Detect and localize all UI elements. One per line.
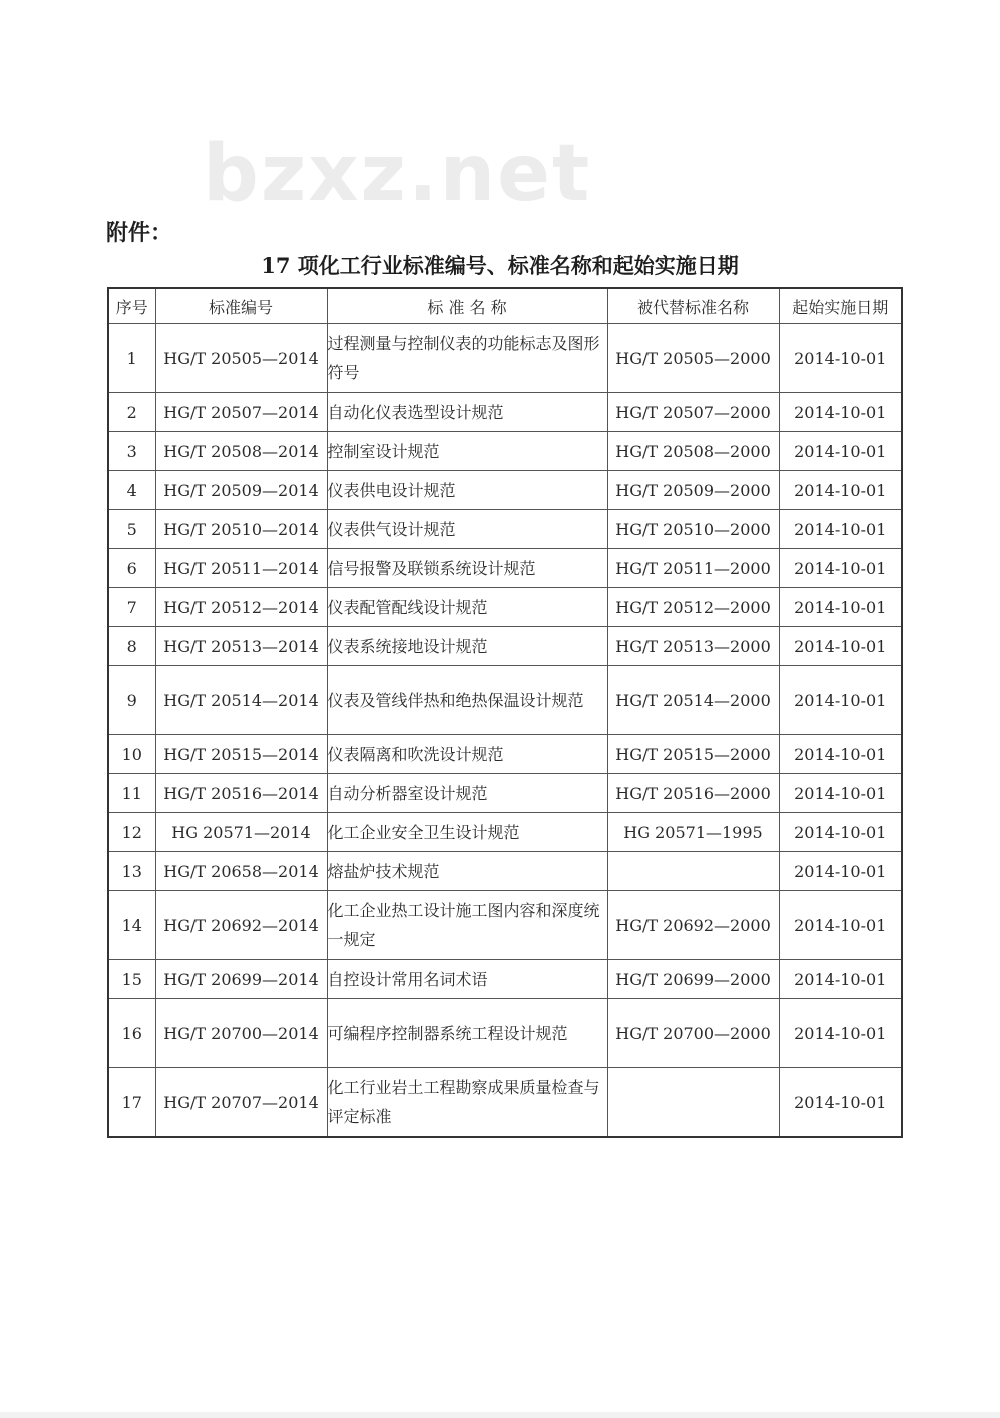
table-row — [108, 549, 902, 588]
standard-name: 仪表隔离和吹洗设计规范 — [327, 735, 607, 774]
replaced-standard: HG/T 20509—2000 — [607, 471, 779, 510]
row-number: 16 — [108, 999, 155, 1068]
standard-name: 自动化仪表选型设计规范 — [327, 393, 607, 432]
standard-name: 仪表供气设计规范 — [327, 510, 607, 549]
replaced-standard: HG/T 20516—2000 — [607, 774, 779, 813]
effective-date: 2014-10-01 — [779, 432, 902, 471]
page-edge — [0, 1412, 1000, 1418]
standard-code: HG/T 20515—2014 — [155, 735, 327, 774]
standard-code: HG/T 20511—2014 — [155, 549, 327, 588]
table-row — [108, 471, 902, 510]
table-row — [108, 1068, 902, 1138]
header-name: 标 准 名 称 — [327, 288, 607, 324]
standard-name: 自动分析器室设计规范 — [327, 774, 607, 813]
effective-date: 2014-10-01 — [779, 813, 902, 852]
row-number: 6 — [108, 549, 155, 588]
standard-name: 化工企业热工设计施工图内容和深度统一规定 — [327, 891, 607, 960]
replaced-standard: HG/T 20514—2000 — [607, 666, 779, 735]
row-number: 5 — [108, 510, 155, 549]
standard-code: HG/T 20699—2014 — [155, 960, 327, 999]
table-body — [108, 324, 902, 1138]
replaced-standard: HG/T 20692—2000 — [607, 891, 779, 960]
standard-name: 可编程序控制器系统工程设计规范 — [327, 999, 607, 1068]
standard-code: HG/T 20707—2014 — [155, 1068, 327, 1138]
replaced-standard: HG/T 20507—2000 — [607, 393, 779, 432]
replaced-standard — [607, 852, 779, 891]
watermark: bzxz.net — [203, 129, 592, 219]
table-row — [108, 774, 902, 813]
standard-code: HG/T 20514—2014 — [155, 666, 327, 735]
row-number: 8 — [108, 627, 155, 666]
standard-name: 仪表及管线伴热和绝热保温设计规范 — [327, 666, 607, 735]
effective-date: 2014-10-01 — [779, 588, 902, 627]
table-header-row — [108, 288, 902, 324]
standards-table — [107, 287, 903, 1138]
table-row — [108, 432, 902, 471]
standard-code: HG/T 20513—2014 — [155, 627, 327, 666]
replaced-standard: HG/T 20513—2000 — [607, 627, 779, 666]
standard-name: 自控设计常用名词术语 — [327, 960, 607, 999]
replaced-standard: HG/T 20511—2000 — [607, 549, 779, 588]
standard-code: HG/T 20512—2014 — [155, 588, 327, 627]
replaced-standard: HG/T 20505—2000 — [607, 324, 779, 393]
table-row — [108, 999, 902, 1068]
header-no: 序号 — [108, 288, 155, 324]
table-row — [108, 852, 902, 891]
replaced-standard: HG/T 20515—2000 — [607, 735, 779, 774]
table-row — [108, 510, 902, 549]
effective-date: 2014-10-01 — [779, 471, 902, 510]
standard-code: HG/T 20510—2014 — [155, 510, 327, 549]
effective-date: 2014-10-01 — [779, 960, 902, 999]
standard-code: HG/T 20516—2014 — [155, 774, 327, 813]
table-row — [108, 666, 902, 735]
row-number: 12 — [108, 813, 155, 852]
row-number: 9 — [108, 666, 155, 735]
header-code: 标准编号 — [155, 288, 327, 324]
standard-name: 化工行业岩土工程勘察成果质量检查与评定标准 — [327, 1068, 607, 1138]
document-title: 17 项化工行业标准编号、标准名称和起始实施日期 — [261, 253, 739, 278]
standard-code: HG/T 20507—2014 — [155, 393, 327, 432]
replaced-standard — [607, 1068, 779, 1138]
row-number: 7 — [108, 588, 155, 627]
table-row — [108, 588, 902, 627]
table-row — [108, 627, 902, 666]
effective-date: 2014-10-01 — [779, 666, 902, 735]
effective-date: 2014-10-01 — [779, 852, 902, 891]
standard-name: 控制室设计规范 — [327, 432, 607, 471]
standard-name: 过程测量与控制仪表的功能标志及图形符号 — [327, 324, 607, 393]
effective-date: 2014-10-01 — [779, 774, 902, 813]
effective-date: 2014-10-01 — [779, 324, 902, 393]
effective-date: 2014-10-01 — [779, 735, 902, 774]
row-number: 4 — [108, 471, 155, 510]
effective-date: 2014-10-01 — [779, 999, 902, 1068]
row-number: 14 — [108, 891, 155, 960]
row-number: 15 — [108, 960, 155, 999]
table-row — [108, 813, 902, 852]
table-row — [108, 393, 902, 432]
standard-code: HG/T 20509—2014 — [155, 471, 327, 510]
standard-code: HG 20571—2014 — [155, 813, 327, 852]
table-row — [108, 960, 902, 999]
standard-name: 熔盐炉技术规范 — [327, 852, 607, 891]
effective-date: 2014-10-01 — [779, 1068, 902, 1138]
row-number: 13 — [108, 852, 155, 891]
replaced-standard: HG/T 20700—2000 — [607, 999, 779, 1068]
effective-date: 2014-10-01 — [779, 627, 902, 666]
standard-name: 仪表供电设计规范 — [327, 471, 607, 510]
effective-date: 2014-10-01 — [779, 549, 902, 588]
standard-name: 仪表系统接地设计规范 — [327, 627, 607, 666]
replaced-standard: HG/T 20508—2000 — [607, 432, 779, 471]
row-number: 1 — [108, 324, 155, 393]
effective-date: 2014-10-01 — [779, 510, 902, 549]
row-number: 2 — [108, 393, 155, 432]
row-number: 17 — [108, 1068, 155, 1138]
standard-code: HG/T 20508—2014 — [155, 432, 327, 471]
effective-date: 2014-10-01 — [779, 891, 902, 960]
table-row — [108, 324, 902, 393]
standard-code: HG/T 20700—2014 — [155, 999, 327, 1068]
header-date: 起始实施日期 — [779, 288, 902, 324]
standard-name: 信号报警及联锁系统设计规范 — [327, 549, 607, 588]
attachment-label: 附件： — [106, 220, 173, 246]
replaced-standard: HG 20571—1995 — [607, 813, 779, 852]
table-row — [108, 891, 902, 960]
standard-code: HG/T 20505—2014 — [155, 324, 327, 393]
standard-name: 化工企业安全卫生设计规范 — [327, 813, 607, 852]
row-number: 11 — [108, 774, 155, 813]
effective-date: 2014-10-01 — [779, 393, 902, 432]
standard-code: HG/T 20658—2014 — [155, 852, 327, 891]
standard-name: 仪表配管配线设计规范 — [327, 588, 607, 627]
replaced-standard: HG/T 20512—2000 — [607, 588, 779, 627]
header-replaced: 被代替标准名称 — [607, 288, 779, 324]
replaced-standard: HG/T 20510—2000 — [607, 510, 779, 549]
row-number: 10 — [108, 735, 155, 774]
row-number: 3 — [108, 432, 155, 471]
table-row — [108, 735, 902, 774]
replaced-standard: HG/T 20699—2000 — [607, 960, 779, 999]
standard-code: HG/T 20692—2014 — [155, 891, 327, 960]
